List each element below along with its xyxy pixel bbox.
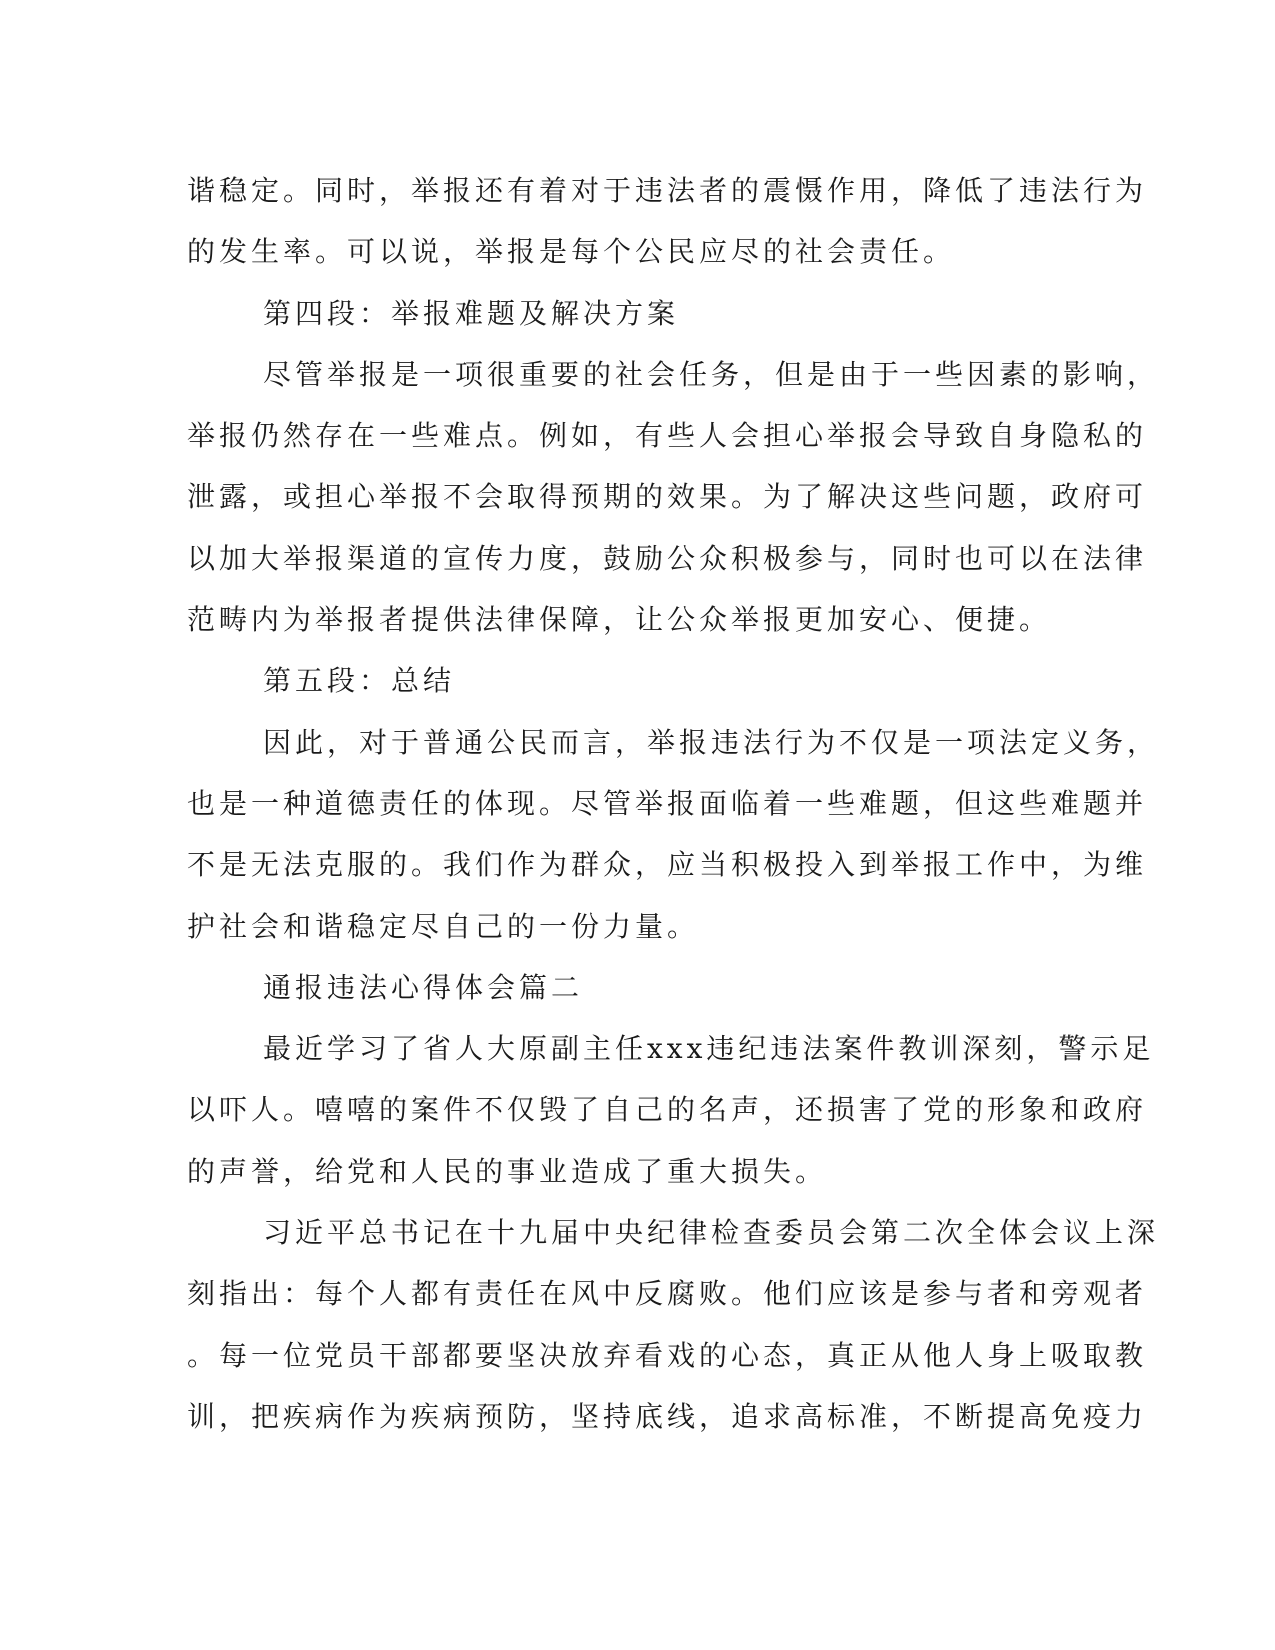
text-line: 也是一种道德责任的体现。尽管举报面临着一些难题，但这些难题并 [187,786,1148,820]
text-line: 泄露，或担心举报不会取得预期的效果。为了解决这些问题，政府可 [187,480,1148,514]
text-line: 。每一位党员干部都要坚决放弃看戏的心态，真正从他人身上吸取教 [187,1338,1148,1372]
text-line: 谐稳定。同时，举报还有着对于违法者的震慑作用，降低了违法行为 [187,174,1148,207]
section-heading: 通报违法心得体会篇二 [263,970,584,1004]
text-line: 因此，对于普通公民而言，举报违法行为不仅是一项法定义务， [263,725,1160,759]
text-line: 最近学习了省人大原副主任xxx违纪违法案件教训深刻，警示足 [263,1032,1155,1066]
text-line: 护社会和谐稳定尽自己的一份力量。 [187,909,700,943]
text-line: 举报仍然存在一些难点。例如，有些人会担心举报会导致自身隐私的 [187,419,1148,453]
text-line: 的声誉，给党和人民的事业造成了重大损失。 [187,1154,828,1188]
text-line: 训，把疾病作为疾病预防，坚持底线，追求高标准，不断提高免疫力 [187,1399,1148,1433]
text-line: 尽管举报是一项很重要的社会任务，但是由于一些因素的影响， [263,357,1160,391]
document-body [187,160,1160,1447]
text-line: 刻指出：每个人都有责任在风中反腐败。他们应该是参与者和旁观者 [187,1277,1148,1311]
section-heading: 第五段：总结 [263,664,456,698]
text-line: 的发生率。可以说，举报是每个公民应尽的社会责任。 [187,235,956,269]
text-line: 范畴内为举报者提供法律保障，让公众举报更加安心、便捷。 [187,603,1052,637]
text-line: 习近平总书记在十九届中央纪律检查委员会第二次全体会议上深 [263,1216,1160,1250]
text-line: 以加大举报渠道的宣传力度，鼓励公众积极参与，同时也可以在法律 [187,541,1148,575]
section-heading: 第四段：举报难题及解决方案 [263,296,680,330]
text-line: 以吓人。嘻嘻的案件不仅毁了自己的名声，还损害了党的形象和政府 [187,1093,1148,1127]
text-line: 不是无法克服的。我们作为群众，应当积极投入到举报工作中，为维 [187,848,1148,882]
